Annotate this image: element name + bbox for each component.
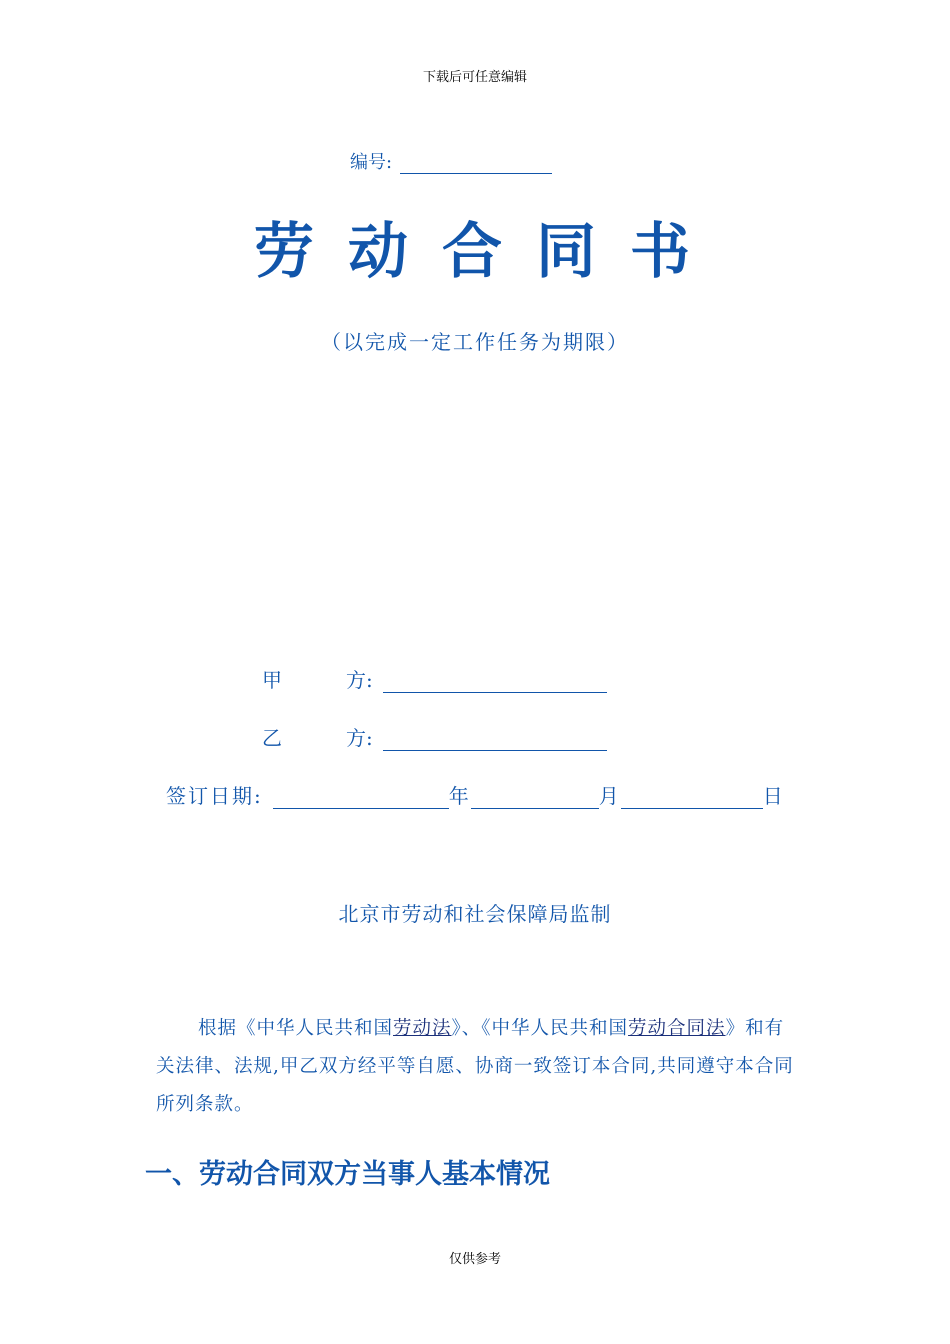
- supervisor-line: 北京市劳动和社会保障局监制: [338, 902, 612, 926]
- year-blank[interactable]: [273, 788, 449, 809]
- party-b-suffix: 方:: [346, 726, 373, 750]
- preface-text-1: 根据《中华人民共和国: [198, 1018, 394, 1039]
- day-blank[interactable]: [621, 788, 763, 809]
- document-subtitle: （以完成一定工作任务为期限）: [321, 330, 629, 354]
- party-a-label: 甲: [262, 668, 282, 692]
- labor-contract-law-link[interactable]: 劳动合同法: [628, 1018, 726, 1039]
- party-b-blank[interactable]: [383, 730, 607, 751]
- party-a-suffix: 方:: [346, 668, 373, 692]
- day-label: 日: [762, 784, 785, 808]
- signing-date-label: 签订日期:: [166, 784, 263, 808]
- preface-paragraph: [156, 1010, 796, 1124]
- signing-date-field: [166, 780, 785, 809]
- preface-text-2: 》、《中华人民共和国: [451, 1018, 629, 1039]
- header-note: 下载后可任意编辑: [422, 70, 527, 85]
- party-b-label: 乙: [262, 726, 282, 750]
- party-a-field: [262, 664, 607, 693]
- month-blank[interactable]: [471, 788, 599, 809]
- contract-number-blank[interactable]: [400, 155, 552, 174]
- contract-number-field: [350, 148, 552, 174]
- document-title: 劳动合同书: [254, 217, 724, 287]
- year-label: 年: [448, 784, 471, 808]
- preface-text-3: 》和有关法律、法规,甲乙双方经平等自愿、协商一致签订本合同,共同遵守本合同所列条款。: [156, 1018, 794, 1115]
- section-heading: 一、劳动合同双方当事人基本情况: [145, 1159, 550, 1190]
- party-b-field: [262, 722, 607, 751]
- labor-law-link[interactable]: 劳动法: [393, 1018, 452, 1039]
- contract-number-label: 编号:: [350, 152, 393, 173]
- party-a-blank[interactable]: [383, 672, 607, 693]
- footer-note: 仅供参考: [448, 1252, 501, 1267]
- month-label: 月: [598, 784, 621, 808]
